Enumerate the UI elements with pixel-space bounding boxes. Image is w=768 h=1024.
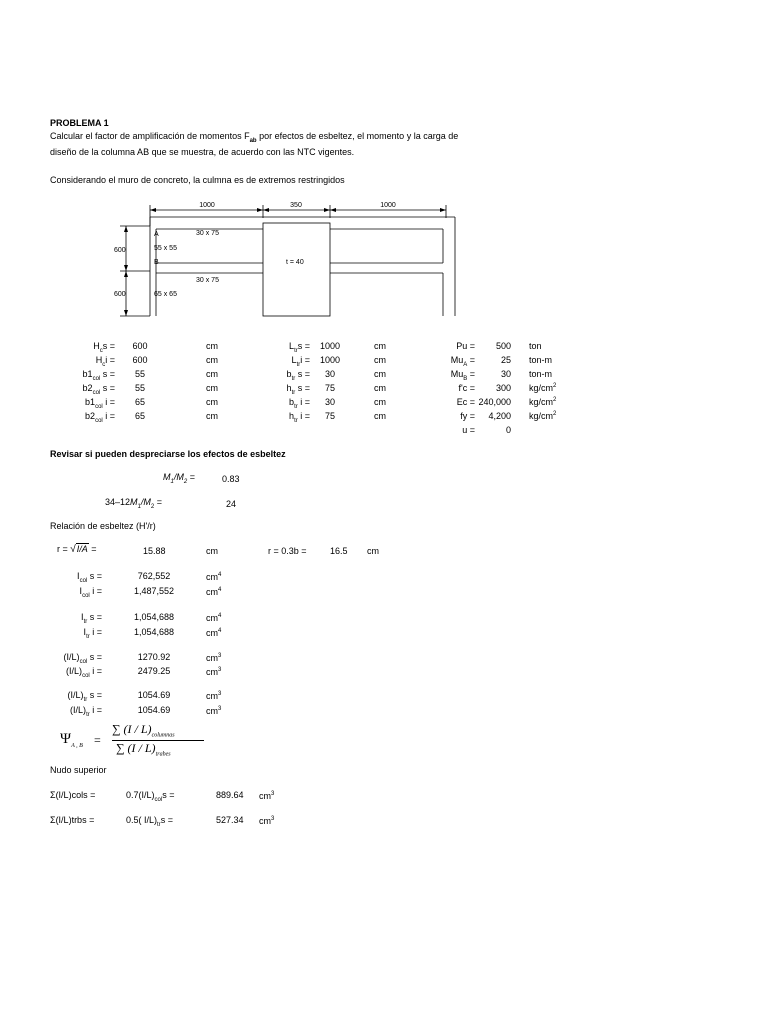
param-label: u =	[462, 425, 475, 435]
column-bottom-section: 65 x 65	[154, 291, 177, 298]
param-value: 75 cm	[324, 411, 386, 421]
inertia-value: 762,552	[137, 571, 171, 581]
param-value: 300 $kg/cm^2$	[495, 383, 557, 393]
param-label: $H_cs$ =	[93, 341, 115, 354]
param-label: Ec =	[456, 397, 475, 407]
beam-top-section: 30 x 75	[196, 230, 219, 237]
inertia-label: $I_{tr}$ s =	[81, 612, 102, 625]
param-value: 240,000 $kg/cm^2$	[478, 397, 557, 407]
r-eq-sign: =	[88, 544, 97, 554]
r-value: 15.88	[143, 546, 166, 556]
inertia-value: 1270.92	[137, 652, 171, 662]
sum-expression: $0.7(I/L)_{col}s$ =	[126, 790, 175, 803]
sum-label: Σ(I/L)cols =	[50, 790, 96, 800]
dim-top-2: 350	[290, 202, 302, 209]
inertia-label: $I_{col}$ s =	[77, 571, 102, 584]
dim-top-3: 1000	[380, 202, 396, 209]
inertia-label: $(I/L)_{tr}$ s =	[67, 690, 102, 703]
inertia-unit: $cm^3$	[206, 667, 222, 677]
m-ratio-label: $M_1/M_2$ =	[163, 472, 195, 485]
param-label: f'c =	[458, 383, 475, 393]
param-label: fy =	[460, 411, 475, 421]
m-ratio-value: 0.83	[222, 474, 240, 484]
sum-value: 527.34	[216, 815, 244, 825]
r2-label: r = 0.3b =	[268, 546, 307, 556]
psi-numerator: ∑ $(I / L)_{columnas}$	[112, 722, 175, 739]
wall-thickness-label: t = 40	[286, 259, 304, 266]
inertia-unit: $cm^3$	[206, 653, 222, 663]
limit-label: $34-12M_1/M_2$ =	[105, 497, 162, 510]
param-value: 1000 cm	[319, 355, 386, 365]
limit-value: 24	[226, 499, 237, 509]
node-b-label: B	[154, 259, 159, 266]
inertia-unit: $cm^4$	[206, 572, 222, 582]
param-value: 65 cm	[134, 411, 218, 421]
psi-equals: =	[94, 733, 101, 747]
dim-left-1: 600	[114, 247, 126, 254]
param-label: $L_{tr}i$ =	[291, 355, 310, 368]
param-value: 4,200 $kg/cm^2$	[488, 411, 557, 421]
r2-unit: cm	[367, 546, 379, 556]
inertia-value: 2479.25	[137, 666, 171, 676]
sum-label: Σ(I/L)trbs =	[50, 815, 95, 825]
inertia-label: $I_{tr}$ i =	[83, 627, 102, 640]
r2-value: 16.5	[330, 546, 348, 556]
psi-denominator: ∑ $(I / L)_{trabes}$	[116, 741, 171, 758]
param-label: $b_{tr}$ i =	[289, 397, 310, 410]
inertia-value: 1,054,688	[133, 627, 175, 637]
r-formula: r = √I/A =	[57, 544, 97, 555]
consideration-text: Considerando el muro de concreto, la culmna es de extremos restringidos	[50, 175, 345, 185]
param-value: 0	[505, 425, 511, 435]
inertia-value: 1,054,688	[133, 612, 175, 622]
param-label: $Mu_A$ =	[450, 355, 475, 368]
dim-left-2: 600	[114, 291, 126, 298]
param-label: $H_ci$ =	[95, 355, 115, 368]
param-value: 30 cm	[324, 369, 386, 379]
inertia-value: 1,487,552	[133, 586, 175, 596]
param-label: $b2_{col}$ i =	[85, 411, 115, 424]
param-label: Pu =	[456, 341, 475, 351]
sum-value: 889.64	[216, 790, 244, 800]
inertia-unit: $cm^4$	[206, 613, 222, 623]
param-value: 55 cm	[134, 369, 218, 379]
frame-diagram	[112, 196, 457, 321]
param-value: 30 cm	[324, 397, 386, 407]
inertia-unit: $cm^4$	[206, 587, 222, 597]
concrete-wall	[263, 223, 330, 316]
param-value: 25 ton-m	[500, 355, 553, 365]
param-label: $h_{tr}$ i =	[289, 411, 310, 424]
beam-mid-section: 30 x 75	[196, 277, 219, 284]
param-value: 1000 cm	[319, 341, 386, 351]
psi-symbol: $\Psi_{A , B}$	[60, 731, 83, 749]
inertia-unit: $cm^4$	[206, 628, 222, 638]
inertia-value: 1054.69	[137, 690, 171, 700]
param-value: 55 cm	[134, 383, 218, 393]
param-label: $b_{tr}$ s =	[286, 369, 310, 382]
inertia-unit: $cm^3$	[206, 706, 222, 716]
inertia-label: $(I/L)_{col}$ s =	[63, 652, 102, 665]
param-value: 65 cm	[134, 397, 218, 407]
param-value: 600 cm	[132, 341, 218, 351]
sum-unit: $cm^3$	[259, 816, 275, 826]
param-label: $L_{tr}s$ =	[289, 341, 310, 354]
param-value: 500 ton	[495, 341, 542, 351]
param-label: $h_{tr}$ s =	[286, 383, 310, 396]
slenderness-title: Relación de esbeltez (H'/r)	[50, 521, 156, 531]
problem-title: PROBLEMA 1	[50, 118, 109, 128]
nudo-superior-title: Nudo superior	[50, 765, 107, 775]
param-value: 75 cm	[324, 383, 386, 393]
statement-line-2: diseño de la columna AB que se muestra, de acuerdo con las NTC vigentes.	[50, 147, 355, 157]
param-value: 30 ton-m	[500, 369, 553, 379]
inertia-label: $I_{col}$ i =	[79, 586, 102, 599]
column-top-section: 55 x 55	[154, 245, 177, 252]
param-label: $b2_{col}$ s =	[82, 383, 115, 396]
dim-top-1: 1000	[199, 202, 215, 209]
node-a-label: A	[154, 231, 159, 238]
section-title: Revisar si pueden despreciarse los efectos de esbeltez	[50, 449, 286, 459]
param-label: $b1_{col}$ s =	[82, 369, 115, 382]
inertia-label: $(I/L)_{tr}$ i =	[70, 705, 102, 718]
param-value: 600 cm	[132, 355, 218, 365]
inertia-label: $(I/L)_{col}$ i =	[66, 666, 102, 679]
param-label: $Mu_B$ =	[450, 369, 475, 382]
sum-unit: $cm^3$	[259, 791, 275, 801]
inertia-unit: $cm^3$	[206, 691, 222, 701]
inertia-value: 1054.69	[137, 705, 171, 715]
statement-line-1: Calcular el factor de amplificación de momentos $F_{ab}$ por efectos de esbeltez, el momento y la carga de	[50, 131, 459, 144]
r-unit: cm	[206, 546, 218, 556]
sum-expression: 0.5( $I/L)_{tr}s$ =	[126, 815, 173, 828]
param-label: $b1_{col}$ i =	[85, 397, 115, 410]
